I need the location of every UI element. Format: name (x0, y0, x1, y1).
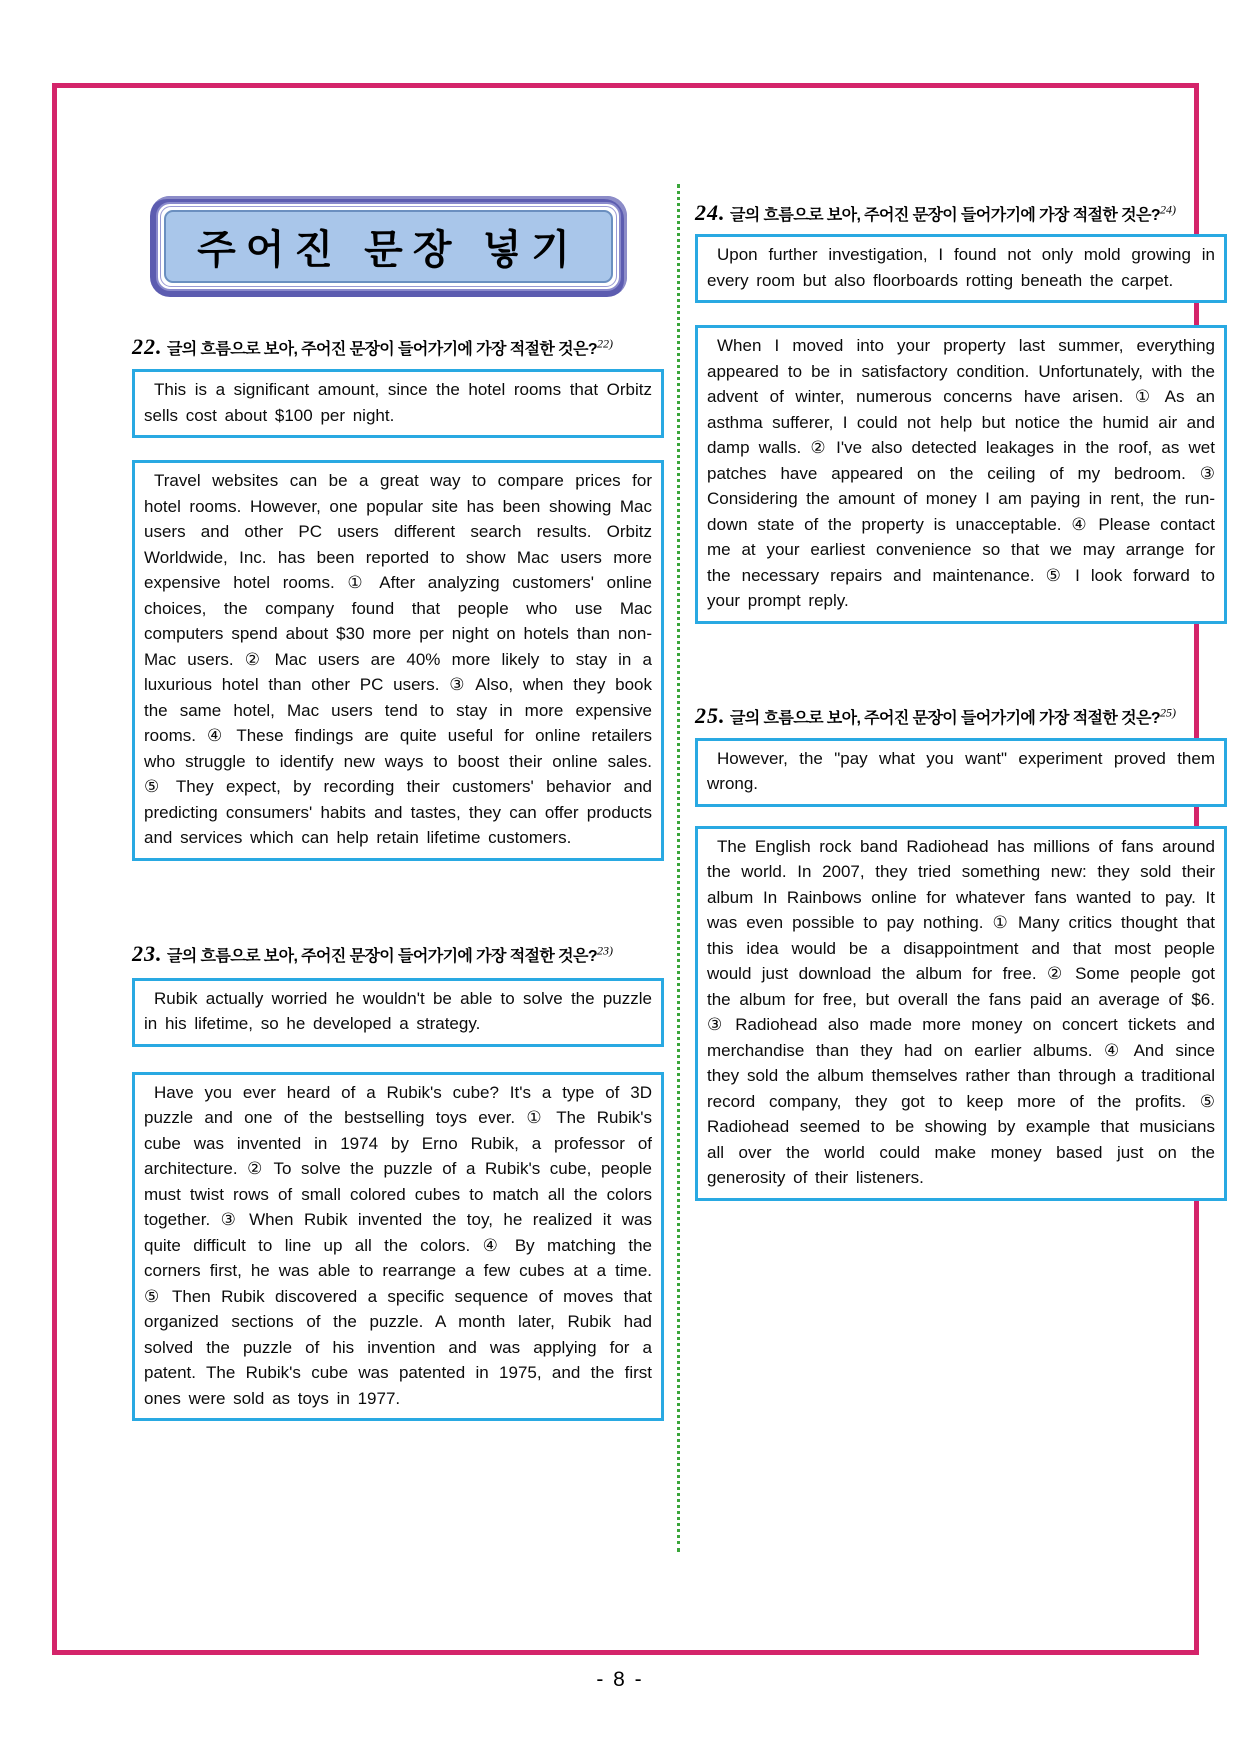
question-23-given-sentence-box: Rubik actually worried he wouldn't be able to solve the puzzle in his lifetime, so he developed a strategy. (132, 978, 664, 1047)
question-25-given-sentence-box: However, the "pay what you want" experiment proved them wrong. (695, 738, 1227, 807)
question-23-passage-box: Have you ever heard of a Rubik's cube? It's a type of 3D puzzle and one of the bestselling toys ever. ① The Rubik's cube was invented in 1974 by Erno Rubik, a professor of architecture. ② To solve the puzzle of a Rubik's cube, people must twist rows of small colored cubes to match all the colors together. ③ When Rubik invented the toy, he realized it was quite difficult to line up all the colors. ④ By matching the corners first, he was able to rearrange a few cubes at a time. ⑤ Then Rubik discovered a specific sequence of moves that organized sections of the puzzle. A month later, Rubik had solved the puzzle of his invention and was applying for a patent. The Rubik's cube was patented in 1975, and the first ones were sold as toys in 1977. (132, 1072, 664, 1422)
question-24-passage-box: When I moved into your property last summer, everything appeared to be in satisfactory condition. Unfortunately, with the advent of winter, numerous concerns have arisen. ① As an asthma sufferer, I could not help but notice the humid air and damp walls. ② I've also detected leakages in the roof, as wet patches have appeared on the ceiling of my bedroom. ③ Considering the amount of money I am paying in rent, the run-down state of the property is unacceptable. ④ Please contact me at your earliest convenience so that we may arrange for the necessary repairs and maintenance. ⑤ I look forward to your prompt reply. (695, 325, 1227, 624)
page-number: - 8 - (596, 1668, 644, 1691)
question-23-number: 23. (132, 940, 163, 966)
question-25-footnote: 25) (1160, 705, 1176, 720)
column-divider (677, 184, 680, 1552)
question-24-given-sentence-box: Upon further investigation, I found not only mold growing in every room but also floorboards rotting beneath the carpet. (695, 234, 1227, 303)
question-22-prompt: 글의 흐름으로 보아, 주어진 문장이 들어가기에 가장 적절한 것은? (166, 341, 597, 358)
question-22-passage-box: Travel websites can be a great way to compare prices for hotel rooms. However, one popular site has been showing Mac users and other PC users different search results. Orbitz Worldwide, Inc. has been reported to show Mac users more expensive hotel rooms. ① After analyzing customers' online choices, the company found that people who use Mac computers spend about $30 more per night on hotels than non-Mac users. ② Mac users are 40% more likely to stay in a luxurious hotel than other PC users. ③ Also, when they book the same hotel, Mac users tend to stay in more expensive rooms. ④ These findings are quite useful for online retailers who struggle to identify new ways to boost their online sales. ⑤ They expect, by recording their customers' behavior and predicting consumers' habits and tastes, they can offer products and services which can help retain lifetime customers. (132, 460, 664, 861)
page-border-frame (52, 83, 1215, 1655)
question-25-passage-box: The English rock band Radiohead has millions of fans around the world. In 2007, they tried something new: they sold their album In Rainbows online for whatever fans wanted to pay. It was even possible to pay nothing. ① Many critics thought that this idea would be a disappointment and that most people would just download the album for free. ② Some people got the album for free, but overall the fans paid an average of $6. ③ Radiohead also made more money on concert tickets and merchandise than they had on earlier albums. ④ And since they sold the album themselves rather than through a traditional record company, they got to keep more of the profits. ⑤ Radiohead seemed to be showing by example that musicians all over the world could make money based just on the generosity of their listeners. (695, 826, 1227, 1201)
question-25-header (695, 703, 1227, 729)
question-24-prompt: 글의 흐름으로 보아, 주어진 문장이 들어가기에 가장 적절한 것은? (729, 207, 1160, 224)
question-24-footnote: 24) (1160, 202, 1176, 217)
right-column (695, 184, 1227, 1201)
question-23-prompt: 글의 흐름으로 보아, 주어진 문장이 들어가기에 가장 적절한 것은? (166, 947, 597, 965)
question-22-number: 22. (132, 334, 163, 359)
question-22-header (132, 334, 664, 360)
question-25-number: 25. (695, 702, 726, 728)
question-22-given-sentence-box: This is a significant amount, since the hotel rooms that Orbitz sells cost about $100 per night. (132, 369, 664, 438)
question-23-header (132, 941, 664, 967)
section-title: 주어진 문장 넣기 (164, 210, 613, 283)
left-column (132, 184, 664, 1421)
section-title-box (150, 196, 627, 297)
question-24-header (695, 200, 1227, 226)
question-25-prompt: 글의 흐름으로 보아, 주어진 문장이 들어가기에 가장 적절한 것은? (729, 709, 1160, 727)
question-23-footnote: 23) (597, 943, 613, 958)
question-24-number: 24. (695, 200, 726, 225)
question-22-footnote: 22) (597, 336, 613, 351)
